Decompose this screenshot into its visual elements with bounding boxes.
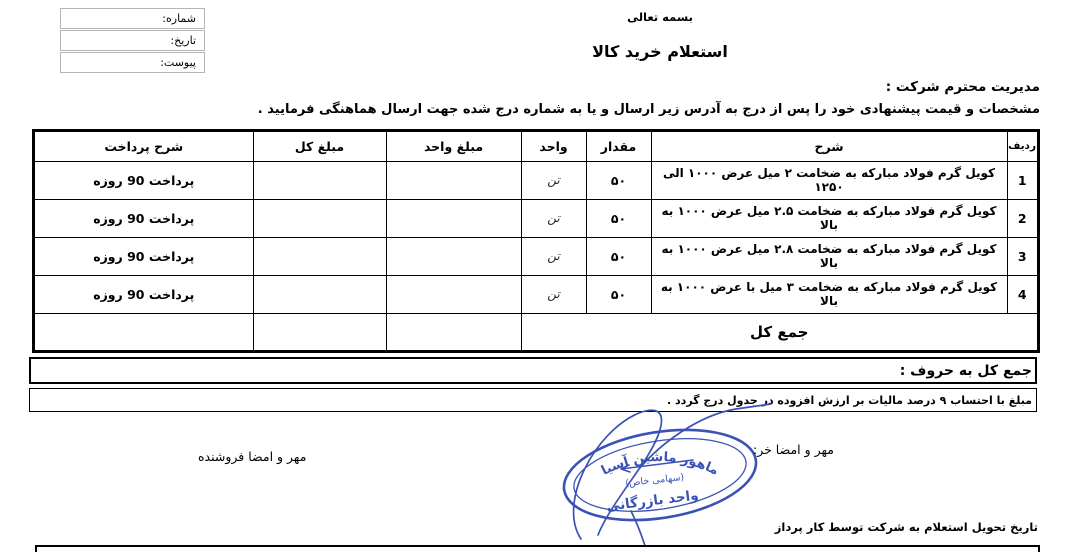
row-no: 1 [1007, 161, 1038, 199]
grand-total-price [253, 313, 386, 351]
total-in-words-box [29, 357, 1037, 384]
vat-note-box [29, 388, 1037, 412]
grand-total-label: جمع کل [521, 313, 1038, 351]
row-no: 2 [1007, 199, 1038, 237]
number-label: شماره: [162, 12, 196, 25]
row-unit: تن [521, 237, 586, 275]
header-description: شرح [651, 131, 1007, 161]
row-payment: پرداخت 90 روزه [34, 199, 253, 237]
bismillah-text: بسمه تعالی [627, 10, 693, 24]
row-unit-price [386, 275, 521, 313]
stamp-company-name: ماهور ماشین آسیا [599, 449, 721, 479]
header-quantity: مقدار [586, 131, 651, 161]
header-row-no: ردیف [1007, 131, 1038, 161]
header-total-price: مبلغ کل [253, 131, 386, 161]
date-label: تاریخ: [170, 34, 196, 47]
row-payment: پرداخت 90 روزه [34, 275, 253, 313]
seller-signature-label: مهر و امضا فروشنده [198, 449, 307, 464]
stamp-company-type: (سهامی خاص) [624, 471, 685, 490]
row-description: کویل گرم فولاد مبارکه به ضخامت ۲.۵ میل عرض ۱۰۰۰ به بالا [651, 199, 1007, 237]
table-row [34, 237, 1038, 275]
date-field-box [60, 30, 205, 51]
grand-total-payment [34, 313, 253, 351]
vat-note-text: مبلغ با احتساب ۹ درصد مالیات بر ارزش افزوده در جدول درج گردد . [667, 393, 1032, 407]
bottom-entry-box [35, 545, 1040, 552]
row-description: کویل گرم فولاد مبارکه به ضخامت ۲.۸ میل عرض ۱۰۰۰ به بالا [651, 237, 1007, 275]
instruction-line: مشخصات و قیمت پیشنهادی خود را پس از درج به آدرس زیر ارسال و یا به شماره درج شده جهت ارسال هماهنگی فرمایید . [257, 102, 1040, 117]
row-total-price [253, 199, 386, 237]
row-unit: تن [521, 161, 586, 199]
row-unit-price [386, 161, 521, 199]
grand-total-unit-price [386, 313, 521, 351]
row-quantity: ۵۰ [586, 161, 651, 199]
row-total-price [253, 275, 386, 313]
row-description: کویل گرم فولاد مبارکه به ضخامت ۲ میل عرض ۱۰۰۰ الی ۱۲۵۰ [651, 161, 1007, 199]
row-unit: تن [521, 275, 586, 313]
row-payment: پرداخت 90 روزه [34, 161, 253, 199]
number-field-box [60, 8, 205, 29]
table-row [34, 199, 1038, 237]
header-unit-price: مبلغ واحد [386, 131, 521, 161]
table-row [34, 161, 1038, 199]
document-title: استعلام خرید کالا [592, 42, 728, 61]
row-no: 3 [1007, 237, 1038, 275]
grand-total-row [34, 313, 1038, 351]
table-row [34, 275, 1038, 313]
row-unit-price [386, 199, 521, 237]
stamp-unit-name: واحد بازرگانی [605, 487, 700, 515]
table-header-row [34, 131, 1038, 161]
row-no: 4 [1007, 275, 1038, 313]
row-total-price [253, 237, 386, 275]
row-quantity: ۵۰ [586, 275, 651, 313]
row-description: کویل گرم فولاد مبارکه به ضخامت ۳ میل با عرض ۱۰۰۰ به بالا [651, 275, 1007, 313]
header-payment-terms: شرح پرداخت [34, 131, 253, 161]
header-unit: واحد [521, 131, 586, 161]
buyer-signature-label: مهر و امضا خر: [753, 442, 834, 457]
row-quantity: ۵۰ [586, 237, 651, 275]
attachment-label: پیوست: [160, 56, 196, 69]
row-total-price [253, 161, 386, 199]
delivery-note-text: تاریخ تحویل استعلام به شرکت توسط کار پرداز [774, 520, 1038, 534]
total-in-words-label: جمع کل به حروف : [899, 362, 1032, 379]
row-payment: پرداخت 90 روزه [34, 237, 253, 275]
row-unit: تن [521, 199, 586, 237]
company-stamp [543, 403, 778, 552]
salutation-line: مدیریت محترم شرکت : [885, 79, 1040, 95]
row-unit-price [386, 237, 521, 275]
row-quantity: ۵۰ [586, 199, 651, 237]
items-table [33, 130, 1039, 352]
attachment-field-box [60, 52, 205, 73]
